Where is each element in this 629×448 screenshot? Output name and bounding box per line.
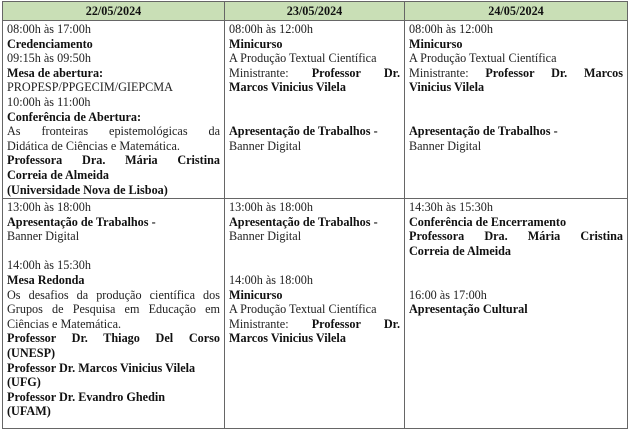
instructor-line — [409, 66, 623, 81]
instructor-line — [229, 66, 400, 81]
event-detail: Banner Digital — [409, 138, 482, 153]
schedule-table — [2, 1, 628, 429]
event-title: Minicurso — [229, 287, 283, 302]
time-slot: 14:00h às 15:30h — [7, 258, 91, 273]
event-detail: A Produção Textual Científica — [229, 302, 377, 317]
speaker-institution: (UNESP) — [7, 345, 56, 360]
speaker-institution: (Universidade Nova de Lisboa) — [7, 182, 168, 197]
event-detail: A Produção Textual Científica — [409, 51, 557, 66]
event-title: Minicurso — [409, 36, 463, 51]
time-slot: 14:30h às 15:30h — [409, 200, 493, 214]
event-detail: As fronteiras epistemológicas da — [7, 124, 220, 139]
time-slot: 09:15h às 09:50h — [7, 51, 91, 66]
time-slot: 13:00h às 18:00h — [229, 200, 313, 214]
afternoon-day1-cell — [3, 199, 225, 429]
event-detail: Banner Digital — [229, 229, 302, 244]
speaker-name: Correia de Almeida — [7, 167, 109, 182]
date-header-day3: 24/05/2024 — [405, 2, 628, 21]
time-slot: 08:00h às 17:00h — [7, 22, 91, 36]
event-detail: Banner Digital — [7, 229, 80, 244]
event-detail: Ciências e Matemática. — [7, 316, 122, 331]
speaker-name: Professora Dra. Mária Cristina — [7, 153, 220, 168]
time-slot: 08:00h às 12:00h — [229, 22, 313, 36]
event-title: Apresentação de Trabalhos - — [7, 214, 156, 229]
time-slot: 10:00h às 11:00h — [7, 94, 91, 109]
event-title: Apresentação Cultural — [409, 302, 528, 317]
date-header-day2: 23/05/2024 — [225, 2, 405, 21]
afternoon-day2-cell — [225, 199, 405, 429]
event-detail: Os desafios da produção científica dos — [7, 287, 220, 302]
date-header-day1: 22/05/2024 — [3, 2, 225, 21]
time-slot: 14:00h às 18:00h — [229, 272, 313, 287]
event-title: Conferência de Encerramento — [409, 214, 567, 229]
header-row — [3, 2, 628, 21]
speaker-institution: (UFG) — [7, 375, 41, 390]
event-title: Apresentação de Trabalhos - — [409, 124, 558, 139]
instructor-name: Professor Dr. — [311, 65, 400, 80]
instructor-name: Marcos Vinicius Vilela — [229, 80, 346, 95]
speaker-name: Professor Dr. Evandro Ghedin — [7, 389, 166, 404]
event-detail: PROPESP/PPGECIM/GIEPCMA — [7, 80, 173, 95]
instructor-name: Vinicius Vilela — [409, 80, 485, 95]
event-title: Apresentação de Trabalhos - — [229, 214, 378, 229]
instructor-name: Professor Dr. — [311, 316, 400, 331]
event-detail: A Produção Textual Científica — [229, 51, 377, 66]
speaker-name: Professor Dr. Marcos Vinicius Vilela — [7, 360, 196, 375]
event-title: Minicurso — [229, 36, 283, 51]
speaker-name: Professor Dr. Thiago Del Corso — [7, 331, 220, 346]
morning-day3-cell — [405, 21, 628, 199]
instructor-label: Ministrante: — [229, 316, 289, 331]
time-slot: 13:00h às 18:00h — [7, 200, 91, 214]
afternoon-day3-cell — [405, 199, 628, 429]
speaker-name: Professora Dra. Mária Cristina — [409, 229, 623, 244]
instructor-label: Ministrante: — [409, 65, 469, 80]
instructor-label: Ministrante: — [229, 65, 289, 80]
time-slot: 08:00h às 12:00h — [409, 22, 493, 36]
event-detail: Didática de Ciências e Matemática. — [7, 138, 180, 153]
morning-day1-cell — [3, 21, 225, 199]
event-title: Mesa Redonda — [7, 272, 85, 287]
speaker-name: Correia de Almeida — [409, 243, 511, 258]
event-title: Apresentação de Trabalhos - — [229, 124, 378, 139]
instructor-line — [229, 317, 400, 332]
event-detail: Banner Digital — [229, 138, 302, 153]
event-title: Credenciamento — [7, 36, 93, 51]
speaker-institution: (UFAM) — [7, 404, 51, 419]
morning-day2-cell — [225, 21, 405, 199]
event-title: Mesa de abertura: — [7, 65, 104, 80]
event-title: Conferência de Abertura: — [7, 109, 142, 124]
event-detail: Grupos de Pesquisa em Educação em — [7, 302, 220, 317]
time-slot: 16:00 às 17:00h — [409, 287, 487, 302]
morning-row — [3, 21, 628, 199]
instructor-name: Marcos Vinicius Vilela — [229, 331, 346, 346]
afternoon-row — [3, 199, 628, 429]
instructor-name: Professor Dr. Marcos — [485, 65, 623, 80]
